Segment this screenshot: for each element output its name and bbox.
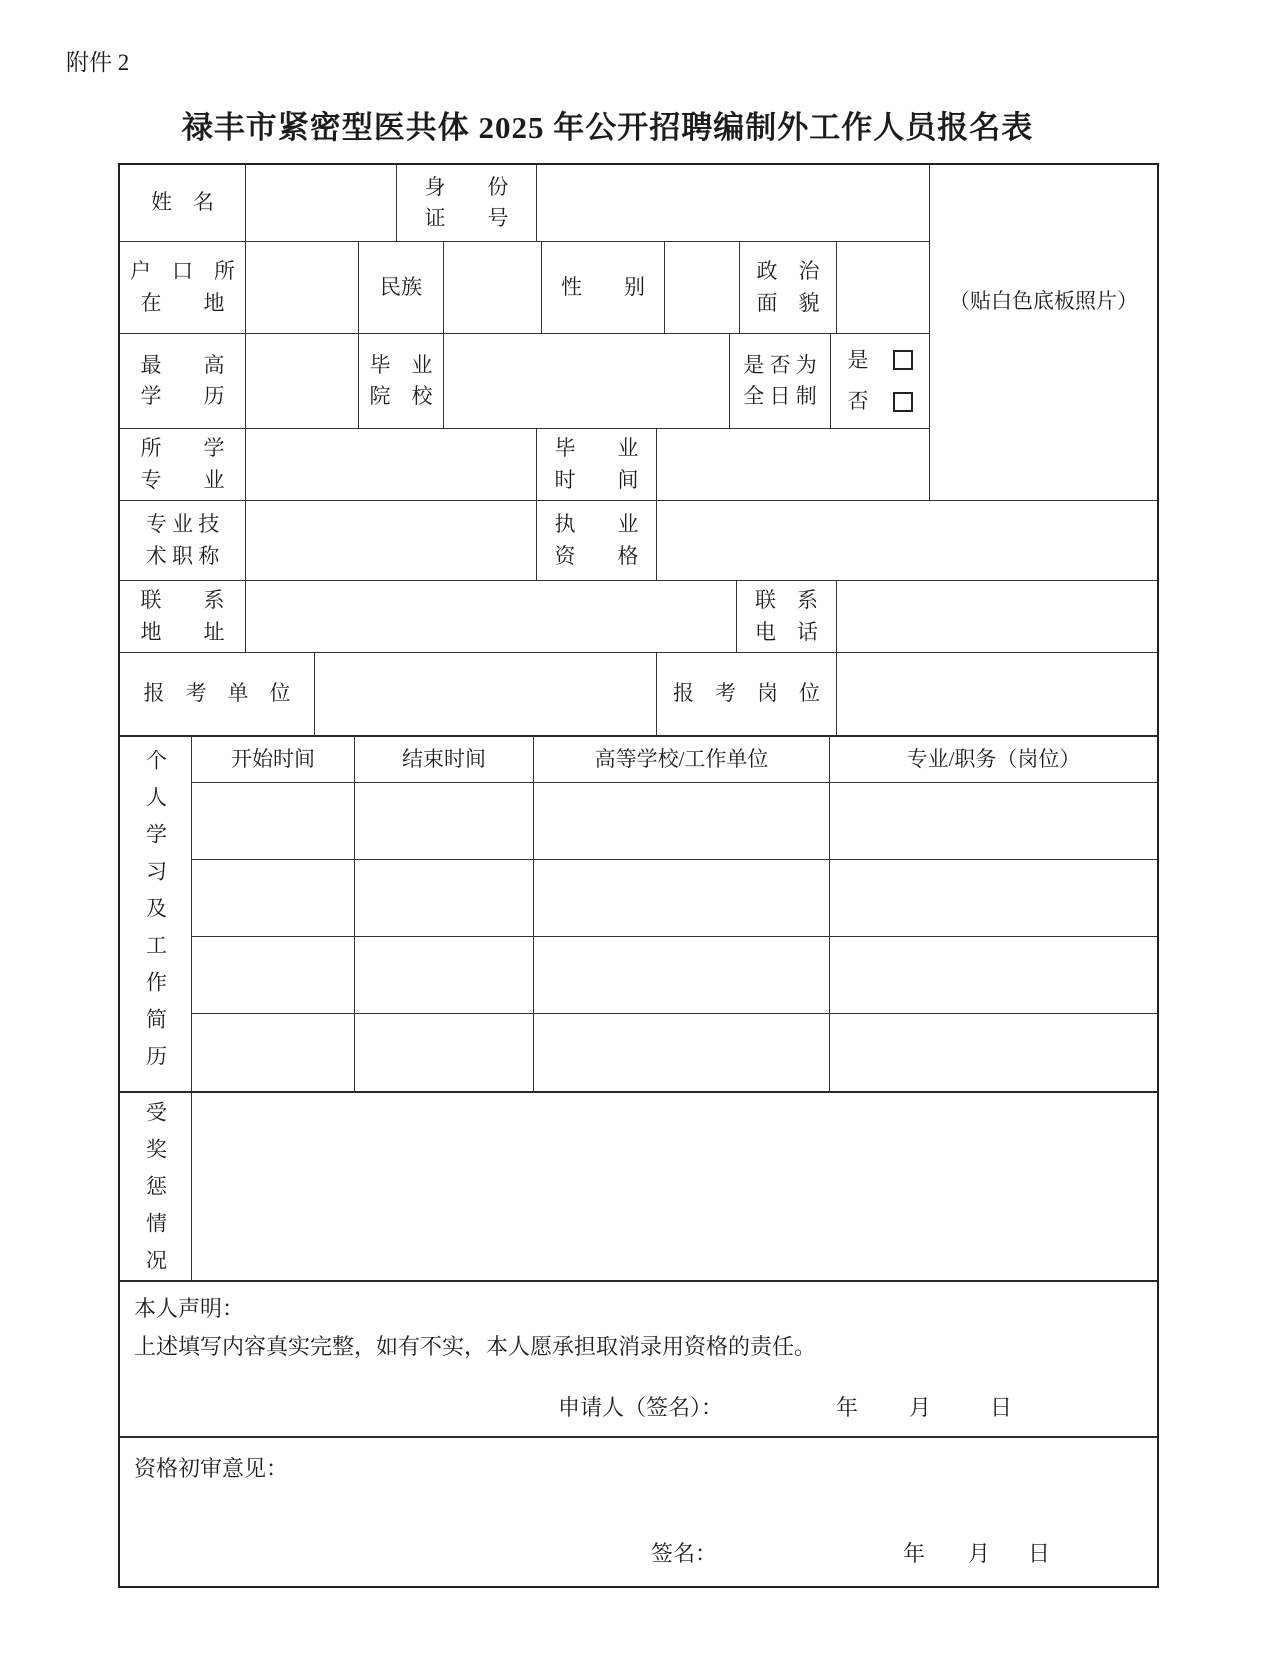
resume-cell[interactable] (355, 937, 534, 1014)
declaration-section (120, 1280, 1157, 1436)
row-apply (120, 653, 1157, 735)
qualification-input[interactable] (657, 501, 1157, 581)
resume-row-1 (192, 783, 1157, 860)
form-title: 禄丰市紧密型医共体 2025 年公开招聘编制外工作人员报名表 (181, 110, 1034, 145)
resume-cell[interactable] (534, 860, 830, 937)
address-input[interactable] (246, 581, 737, 653)
resume-cell[interactable] (192, 783, 355, 860)
name-label: 姓 名 (120, 165, 246, 242)
gender-input[interactable] (665, 242, 740, 334)
declaration-heading: 本人声明： (134, 1296, 245, 1321)
resume-cell[interactable] (830, 937, 1157, 1014)
awards-input[interactable] (192, 1093, 1085, 1280)
resume-cell[interactable] (830, 783, 1157, 860)
fulltime-options (848, 345, 913, 418)
resume-header-row (192, 737, 1157, 783)
row-major-gradtime (120, 429, 929, 501)
ethnicity-input[interactable] (444, 242, 542, 334)
declaration-year-label: 年 (836, 1395, 859, 1420)
id-number-input[interactable] (537, 165, 929, 242)
row-name-id (120, 165, 929, 242)
row-education-school (120, 334, 929, 429)
attachment-label: 附件 2 (66, 50, 130, 75)
resume-row-3 (192, 937, 1157, 1014)
declaration-body: 上述填写内容真实完整，如有不实，本人愿承担取消录用资格的责任。 (134, 1334, 817, 1359)
major-input[interactable] (246, 429, 537, 501)
fulltime-no-checkbox[interactable] (893, 392, 913, 412)
resume-cell[interactable] (355, 860, 534, 937)
awards-side-label-cell (120, 1093, 192, 1286)
resume-cell[interactable] (830, 1014, 1157, 1091)
row-address-phone (120, 581, 1157, 653)
apply-unit-input[interactable] (315, 653, 657, 735)
application-form-table (118, 163, 1159, 1588)
resume-cell[interactable] (355, 1014, 534, 1091)
ethnicity-label: 民族 (359, 242, 444, 334)
resume-row-4 (192, 1014, 1157, 1091)
prof-title-input[interactable] (246, 501, 537, 581)
photo-area[interactable] (929, 165, 1157, 501)
resume-side-label-cell (120, 737, 192, 1091)
education-label: 最 高 学 历 (120, 334, 246, 429)
address-label: 联 系 地 址 (120, 581, 246, 653)
review-month-label: 月 (968, 1541, 991, 1566)
apply-post-label: 报 考 岗 位 (657, 653, 837, 735)
awards-side-label: 受奖惩情况 (143, 1101, 168, 1286)
fulltime-no-label: 否 (847, 389, 869, 413)
fulltime-yes-checkbox[interactable] (893, 350, 913, 370)
row-hukou-gender (120, 242, 929, 334)
resume-header-end: 结束时间 (355, 737, 534, 783)
education-input[interactable] (246, 334, 359, 429)
resume-header-start: 开始时间 (192, 737, 355, 783)
resume-section (120, 735, 1157, 1091)
prof-title-label: 专 业 技 术 职 称 (120, 501, 246, 581)
row-title-qualification (120, 501, 1157, 581)
school-input[interactable] (444, 334, 730, 429)
resume-cell[interactable] (192, 1014, 355, 1091)
review-section (120, 1436, 1157, 1586)
fulltime-yes-option (848, 345, 913, 377)
political-label: 政 治 面 貌 (740, 242, 837, 334)
id-number-label: 身 份 证 号 (397, 165, 537, 242)
apply-post-input[interactable] (837, 653, 1157, 735)
hukou-label: 户 口 所 在 地 (120, 242, 246, 334)
resume-header-major-post: 专业/职务（岗位） (830, 737, 1157, 783)
awards-section (120, 1091, 1157, 1286)
resume-grid (192, 737, 1157, 1091)
resume-side-label: 个人学习及工作简历 (143, 749, 168, 1082)
fulltime-yes-label: 是 (847, 347, 869, 372)
major-label: 所 学 专 业 (120, 429, 246, 501)
resume-row-2 (192, 860, 1157, 937)
resume-cell[interactable] (534, 1014, 830, 1091)
grad-time-label: 毕 业 时 间 (537, 429, 657, 501)
apply-unit-label: 报 考 单 位 (120, 653, 315, 735)
fulltime-no-option (848, 386, 913, 418)
photo-placeholder-note: （贴白色底板照片） (949, 288, 1138, 313)
declaration-month-label: 月 (909, 1395, 932, 1420)
resume-cell[interactable] (830, 860, 1157, 937)
name-input[interactable] (246, 165, 397, 242)
review-day-label: 日 (1028, 1541, 1051, 1566)
declaration-day-label: 日 (990, 1395, 1013, 1420)
fulltime-choice-cell (831, 334, 929, 429)
phone-input[interactable] (837, 581, 1157, 653)
phone-label: 联 系 电 话 (737, 581, 837, 653)
resume-cell[interactable] (534, 783, 830, 860)
gender-label: 性 别 (542, 242, 665, 334)
resume-header-school-unit: 高等学校/工作单位 (534, 737, 830, 783)
hukou-input[interactable] (246, 242, 359, 334)
fulltime-label: 是 否 为 全 日 制 (730, 334, 831, 429)
resume-cell[interactable] (192, 860, 355, 937)
grad-time-input[interactable] (657, 429, 929, 501)
qualification-label: 执 业 资 格 (537, 501, 657, 581)
resume-cell[interactable] (355, 783, 534, 860)
review-heading: 资格初审意见： (134, 1456, 289, 1481)
top-section (120, 165, 1157, 501)
resume-cell[interactable] (192, 937, 355, 1014)
resume-cell[interactable] (534, 937, 830, 1014)
applicant-signature-label: 申请人（签名）： (558, 1395, 724, 1420)
school-label: 毕 业 院 校 (359, 334, 444, 429)
top-left-grid (120, 165, 929, 501)
review-year-label: 年 (903, 1541, 926, 1566)
political-input[interactable] (837, 242, 929, 334)
review-signature-label: 签名： (651, 1541, 718, 1566)
